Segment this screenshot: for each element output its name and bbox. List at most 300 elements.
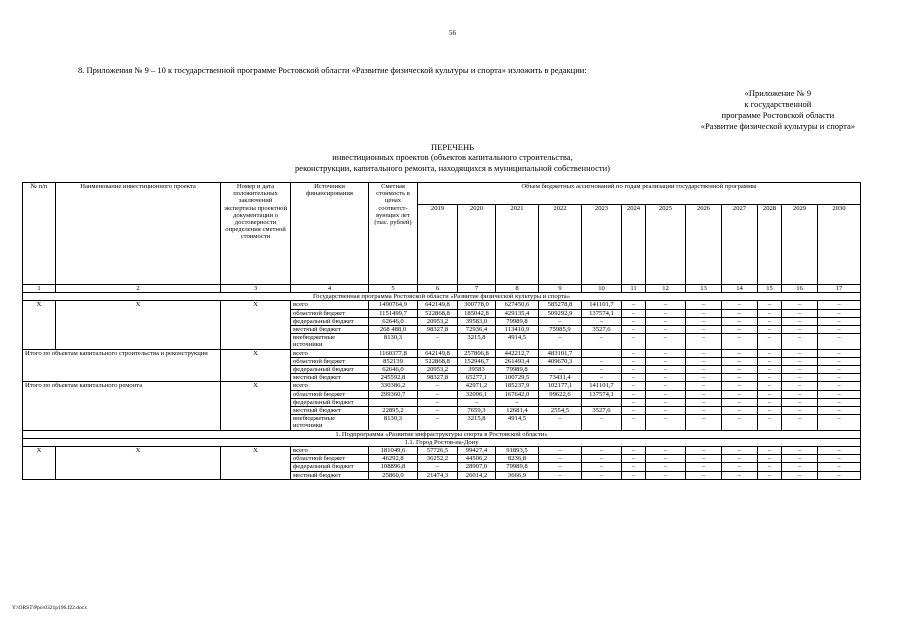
source-cell: местный бюджет: [291, 374, 369, 382]
value-cell: 261493,4: [496, 357, 539, 365]
value-cell: –: [818, 455, 861, 463]
x-cell: Х: [23, 447, 56, 480]
value-cell: –: [418, 415, 458, 430]
value-cell: –: [782, 398, 818, 406]
value-cell: 3215,8: [458, 415, 496, 430]
source-cell: всего: [291, 349, 369, 357]
value-cell: –: [782, 407, 818, 415]
value-cell: –: [646, 455, 686, 463]
total-label: Итого по объектам капитального ремонта: [23, 382, 221, 430]
value-cell: 8236,8: [496, 455, 539, 463]
value-cell: –: [782, 301, 818, 309]
header-source: Источники финансирования: [291, 183, 369, 285]
value-cell: –: [722, 301, 758, 309]
value-cell: 20953,2: [418, 317, 458, 325]
value-cell: 99622,6: [539, 390, 582, 398]
x-cell: Х: [221, 349, 291, 382]
value-cell: –: [722, 349, 758, 357]
header-year: 2022: [539, 205, 582, 285]
value-cell: [369, 398, 418, 406]
value-cell: 483101,7: [539, 349, 582, 357]
value-cell: 22895,2: [369, 407, 418, 415]
source-cell: областной бюджет: [291, 390, 369, 398]
value-cell: 98327,8: [418, 374, 458, 382]
value-cell: –: [646, 447, 686, 455]
value-cell: –: [758, 382, 782, 390]
value-cell: –: [818, 407, 861, 415]
appendix-line: «Приложение № 9: [744, 88, 812, 98]
value-cell: –: [622, 309, 646, 317]
value-cell: –: [818, 326, 861, 334]
value-cell: 3527,6: [582, 407, 622, 415]
value-cell: –: [622, 349, 646, 357]
value-cell: 100729,5: [496, 374, 539, 382]
value-cell: –: [582, 374, 622, 382]
value-cell: [582, 349, 622, 357]
value-cell: –: [622, 471, 646, 479]
footer-path: Y:\ORST\Ppo\0321p196.f22.docx: [12, 605, 87, 611]
intro-text: 8. Приложения № 9 – 10 к государственной программе Ростовской области «Развитие физической культуры и спорта» изложить в редакции:: [78, 65, 587, 75]
value-cell: 185237,9: [496, 382, 539, 390]
value-cell: 98327,8: [418, 326, 458, 334]
value-cell: –: [686, 366, 722, 374]
value-cell: –: [646, 317, 686, 325]
value-cell: 57726,5: [418, 447, 458, 455]
value-cell: –: [622, 398, 646, 406]
value-cell: –: [582, 357, 622, 365]
value-cell: –: [646, 398, 686, 406]
x-cell: Х: [56, 301, 221, 349]
value-cell: –: [539, 447, 582, 455]
source-cell: федеральный бюджет: [291, 398, 369, 406]
value-cell: –: [722, 366, 758, 374]
value-cell: –: [818, 334, 861, 349]
value-cell: –: [686, 349, 722, 357]
value-cell: 1151499,7: [369, 309, 418, 317]
value-cell: –: [686, 382, 722, 390]
value-cell: –: [758, 463, 782, 471]
value-cell: –: [418, 382, 458, 390]
value-cell: –: [818, 471, 861, 479]
header-year: 2028: [758, 205, 782, 285]
source-cell: внебюджетные источники: [291, 334, 369, 349]
value-cell: 141101,7: [582, 382, 622, 390]
value-cell: –: [539, 317, 582, 325]
value-cell: –: [818, 366, 861, 374]
appendix-line: к государственной: [744, 99, 812, 109]
value-cell: 26014,2: [458, 471, 496, 479]
header-budget: Объем бюджетных ассигнований по годам реализации государственной программы: [418, 183, 861, 205]
source-cell: областной бюджет: [291, 455, 369, 463]
value-cell: –: [758, 309, 782, 317]
value-cell: –: [646, 366, 686, 374]
total-label: Итого по объектам капитального строительства и реконструкции: [23, 349, 221, 382]
value-cell: [582, 398, 622, 406]
value-cell: 167642,0: [496, 390, 539, 398]
value-cell: –: [646, 301, 686, 309]
header-year: 2026: [686, 205, 722, 285]
value-cell: 185042,8: [458, 309, 496, 317]
value-cell: –: [458, 398, 496, 406]
value-cell: –: [758, 471, 782, 479]
value-cell: –: [782, 455, 818, 463]
value-cell: –: [686, 471, 722, 479]
value-cell: –: [758, 390, 782, 398]
header-year: 2020: [458, 205, 496, 285]
value-cell: –: [722, 398, 758, 406]
x-cell: Х: [221, 301, 291, 349]
value-cell: –: [646, 326, 686, 334]
value-cell: –: [686, 398, 722, 406]
section-program: Государственная программа Ростовской области «Развитие физической культуры и спорта»: [23, 293, 861, 301]
source-cell: областной бюджет: [291, 357, 369, 365]
value-cell: –: [582, 366, 622, 374]
value-cell: –: [782, 415, 818, 430]
value-cell: 429135,4: [496, 309, 539, 317]
value-cell: –: [818, 447, 861, 455]
value-cell: 257806,8: [458, 349, 496, 357]
value-cell: 25860,0: [369, 471, 418, 479]
value-cell: –: [782, 390, 818, 398]
value-cell: –: [418, 334, 458, 349]
value-cell: –: [622, 390, 646, 398]
source-cell: всего: [291, 382, 369, 390]
value-cell: 28907,0: [458, 463, 496, 471]
value-cell: –: [686, 317, 722, 325]
value-cell: 91893,5: [496, 447, 539, 455]
value-cell: –: [722, 455, 758, 463]
value-cell: –: [758, 326, 782, 334]
value-cell: –: [646, 390, 686, 398]
value-cell: 1490764,9: [369, 301, 418, 309]
value-cell: 409670,3: [539, 357, 582, 365]
column-number: 10: [582, 285, 622, 293]
value-cell: 39583: [458, 366, 496, 374]
value-cell: 642149,8: [418, 301, 458, 309]
section-city: 1.1. Город Ростов-на-Дону: [23, 438, 861, 446]
document-title: ПЕРЕЧЕНЬ: [431, 142, 474, 152]
value-cell: –: [758, 407, 782, 415]
table-row: [23, 301, 861, 309]
column-number: 14: [722, 285, 758, 293]
value-cell: 65277,1: [458, 374, 496, 382]
investment-table: [22, 182, 861, 480]
x-cell: Х: [221, 447, 291, 480]
value-cell: –: [646, 349, 686, 357]
value-cell: –: [818, 398, 861, 406]
header-cost: Сметная стоимость в ценах соответст-вующих лет (тыс. рублей): [369, 183, 418, 285]
value-cell: 8130,3: [369, 415, 418, 430]
value-cell: –: [686, 309, 722, 317]
value-cell: –: [686, 455, 722, 463]
value-cell: –: [539, 366, 582, 374]
document-subtitle: реконструкции, капитального ремонта, находящихся в муниципальной собственности): [295, 163, 610, 173]
value-cell: –: [539, 415, 582, 430]
value-cell: 113410,9: [496, 326, 539, 334]
value-cell: –: [539, 334, 582, 349]
value-cell: –: [818, 349, 861, 357]
value-cell: –: [582, 415, 622, 430]
value-cell: –: [686, 447, 722, 455]
value-cell: –: [722, 317, 758, 325]
header-doc: Номер и дата положительных заключений экспертизы проектной документации о достоверности определения сметной стоимости: [221, 183, 291, 285]
value-cell: –: [782, 317, 818, 325]
source-cell: внебюджетные источники: [291, 415, 369, 430]
value-cell: 3215,8: [458, 334, 496, 349]
value-cell: –: [646, 407, 686, 415]
column-number: 12: [646, 285, 686, 293]
column-number: 17: [818, 285, 861, 293]
column-number: 16: [782, 285, 818, 293]
value-cell: –: [539, 455, 582, 463]
value-cell: –: [782, 463, 818, 471]
appendix-line: программе Ростовской области: [721, 110, 835, 120]
value-cell: –: [758, 349, 782, 357]
value-cell: 99427,4: [458, 447, 496, 455]
value-cell: –: [758, 357, 782, 365]
value-cell: –: [582, 463, 622, 471]
value-cell: 181049,6: [369, 447, 418, 455]
value-cell: –: [622, 317, 646, 325]
value-cell: 642149,8: [418, 349, 458, 357]
value-cell: –: [758, 455, 782, 463]
column-number: 8: [496, 285, 539, 293]
value-cell: –: [686, 374, 722, 382]
value-cell: –: [758, 334, 782, 349]
value-cell: –: [582, 455, 622, 463]
value-cell: [539, 398, 582, 406]
value-cell: 73431,4: [539, 374, 582, 382]
column-number: 5: [369, 285, 418, 293]
value-cell: –: [686, 463, 722, 471]
header-year: 2019: [418, 205, 458, 285]
value-cell: 4914,5: [496, 334, 539, 349]
value-cell: –: [722, 357, 758, 365]
value-cell: –: [622, 463, 646, 471]
value-cell: 79989,8: [496, 366, 539, 374]
column-number: 15: [758, 285, 782, 293]
value-cell: –: [582, 471, 622, 479]
value-cell: –: [782, 326, 818, 334]
value-cell: –: [496, 398, 539, 406]
value-cell: –: [686, 415, 722, 430]
value-cell: –: [722, 382, 758, 390]
value-cell: 137574,1: [582, 390, 622, 398]
value-cell: –: [818, 309, 861, 317]
table-row: [23, 447, 861, 455]
value-cell: –: [622, 382, 646, 390]
header-year: 2021: [496, 205, 539, 285]
source-cell: всего: [291, 301, 369, 309]
header-year: 2025: [646, 205, 686, 285]
value-cell: 36252,2: [418, 455, 458, 463]
value-cell: –: [622, 301, 646, 309]
header-name: Наименование инвестиционного проекта: [56, 183, 221, 285]
value-cell: 4914,5: [496, 415, 539, 430]
value-cell: 20953,2: [418, 366, 458, 374]
source-cell: областной бюджет: [291, 309, 369, 317]
source-cell: местный бюджет: [291, 471, 369, 479]
value-cell: –: [686, 390, 722, 398]
header-year: 2023: [582, 205, 622, 285]
value-cell: –: [818, 463, 861, 471]
column-number: 1: [23, 285, 56, 293]
section-subprogram: 1. Подпрограмма «Развитие инфраструктуры спорта в Ростовской области»: [23, 430, 861, 438]
value-cell: –: [758, 366, 782, 374]
value-cell: –: [782, 471, 818, 479]
value-cell: 75985,9: [539, 326, 582, 334]
value-cell: –: [782, 447, 818, 455]
value-cell: 12681,4: [496, 407, 539, 415]
value-cell: 299360,7: [369, 390, 418, 398]
value-cell: –: [582, 334, 622, 349]
value-cell: –: [539, 471, 582, 479]
header-year: 2030: [818, 205, 861, 285]
value-cell: 39583,0: [458, 317, 496, 325]
value-cell: 62646,0: [369, 317, 418, 325]
column-number: 4: [291, 285, 369, 293]
value-cell: 300778,0: [458, 301, 496, 309]
value-cell: –: [622, 415, 646, 430]
value-cell: 585278,8: [539, 301, 582, 309]
value-cell: –: [722, 390, 758, 398]
value-cell: –: [758, 301, 782, 309]
value-cell: 44506,2: [458, 455, 496, 463]
value-cell: –: [722, 463, 758, 471]
x-cell: Х: [56, 447, 221, 480]
value-cell: –: [646, 334, 686, 349]
source-cell: федеральный бюджет: [291, 317, 369, 325]
value-cell: –: [418, 407, 458, 415]
value-cell: –: [782, 309, 818, 317]
value-cell: 102177,1: [539, 382, 582, 390]
value-cell: 245592,8: [369, 374, 418, 382]
value-cell: –: [539, 463, 582, 471]
column-number: 9: [539, 285, 582, 293]
value-cell: 1160377,8: [369, 349, 418, 357]
value-cell: –: [782, 382, 818, 390]
value-cell: 42971,2: [458, 382, 496, 390]
value-cell: 7659,3: [458, 407, 496, 415]
value-cell: –: [782, 366, 818, 374]
value-cell: –: [582, 317, 622, 325]
value-cell: –: [818, 382, 861, 390]
column-number: 6: [418, 285, 458, 293]
value-cell: –: [418, 398, 458, 406]
x-cell: Х: [23, 301, 56, 349]
value-cell: –: [418, 390, 458, 398]
value-cell: –: [622, 366, 646, 374]
value-cell: 442212,7: [496, 349, 539, 357]
value-cell: –: [818, 390, 861, 398]
value-cell: –: [622, 407, 646, 415]
value-cell: –: [722, 334, 758, 349]
header-year: 2024: [622, 205, 646, 285]
value-cell: –: [818, 374, 861, 382]
source-cell: федеральный бюджет: [291, 366, 369, 374]
column-number: 11: [622, 285, 646, 293]
header-year: 2027: [722, 205, 758, 285]
value-cell: –: [722, 309, 758, 317]
value-cell: –: [722, 407, 758, 415]
value-cell: 3527,6: [582, 326, 622, 334]
value-cell: 72936,4: [458, 326, 496, 334]
value-cell: –: [622, 334, 646, 349]
value-cell: –: [758, 447, 782, 455]
column-number: 3: [221, 285, 291, 293]
value-cell: –: [646, 357, 686, 365]
value-cell: 79989,8: [496, 317, 539, 325]
value-cell: –: [622, 455, 646, 463]
value-cell: 152946,7: [458, 357, 496, 365]
value-cell: –: [582, 447, 622, 455]
value-cell: –: [646, 471, 686, 479]
value-cell: 3666,9: [496, 471, 539, 479]
table-row: [23, 382, 861, 390]
value-cell: –: [646, 415, 686, 430]
value-cell: –: [758, 317, 782, 325]
document-subtitle: инвестиционных проектов (объектов капитального строительства,: [332, 152, 573, 162]
value-cell: –: [818, 317, 861, 325]
header-num: № п/п: [23, 183, 56, 285]
value-cell: 21474,3: [418, 471, 458, 479]
value-cell: –: [782, 374, 818, 382]
value-cell: 141101,7: [582, 301, 622, 309]
value-cell: –: [758, 398, 782, 406]
value-cell: –: [686, 407, 722, 415]
value-cell: 268 488,0: [369, 326, 418, 334]
value-cell: –: [722, 447, 758, 455]
value-cell: –: [622, 326, 646, 334]
value-cell: –: [646, 382, 686, 390]
value-cell: 79989,8: [496, 463, 539, 471]
source-cell: всего: [291, 447, 369, 455]
value-cell: –: [622, 374, 646, 382]
value-cell: –: [818, 357, 861, 365]
value-cell: 2554,5: [539, 407, 582, 415]
value-cell: 522868,8: [418, 357, 458, 365]
value-cell: –: [686, 334, 722, 349]
value-cell: –: [758, 374, 782, 382]
column-number: 7: [458, 285, 496, 293]
value-cell: –: [782, 357, 818, 365]
value-cell: –: [818, 301, 861, 309]
source-cell: местный бюджет: [291, 326, 369, 334]
value-cell: –: [646, 374, 686, 382]
column-number: 13: [686, 285, 722, 293]
value-cell: 62646,0: [369, 366, 418, 374]
value-cell: –: [686, 357, 722, 365]
value-cell: 330386,2: [369, 382, 418, 390]
value-cell: –: [758, 415, 782, 430]
value-cell: 509292,9: [539, 309, 582, 317]
source-cell: местный бюджет: [291, 407, 369, 415]
value-cell: 522868,8: [418, 309, 458, 317]
page-number: 56: [449, 29, 456, 37]
value-cell: 137574,1: [582, 309, 622, 317]
table-row: [23, 349, 861, 357]
value-cell: 108896,8: [369, 463, 418, 471]
appendix-heading: [701, 88, 855, 132]
value-cell: –: [818, 415, 861, 430]
header-year: 2029: [782, 205, 818, 285]
value-cell: –: [686, 301, 722, 309]
value-cell: 8130,3: [369, 334, 418, 349]
value-cell: –: [686, 326, 722, 334]
value-cell: 627450,6: [496, 301, 539, 309]
appendix-line: «Развитие физической культуры и спорта»: [700, 121, 855, 131]
x-cell: Х: [221, 382, 291, 430]
